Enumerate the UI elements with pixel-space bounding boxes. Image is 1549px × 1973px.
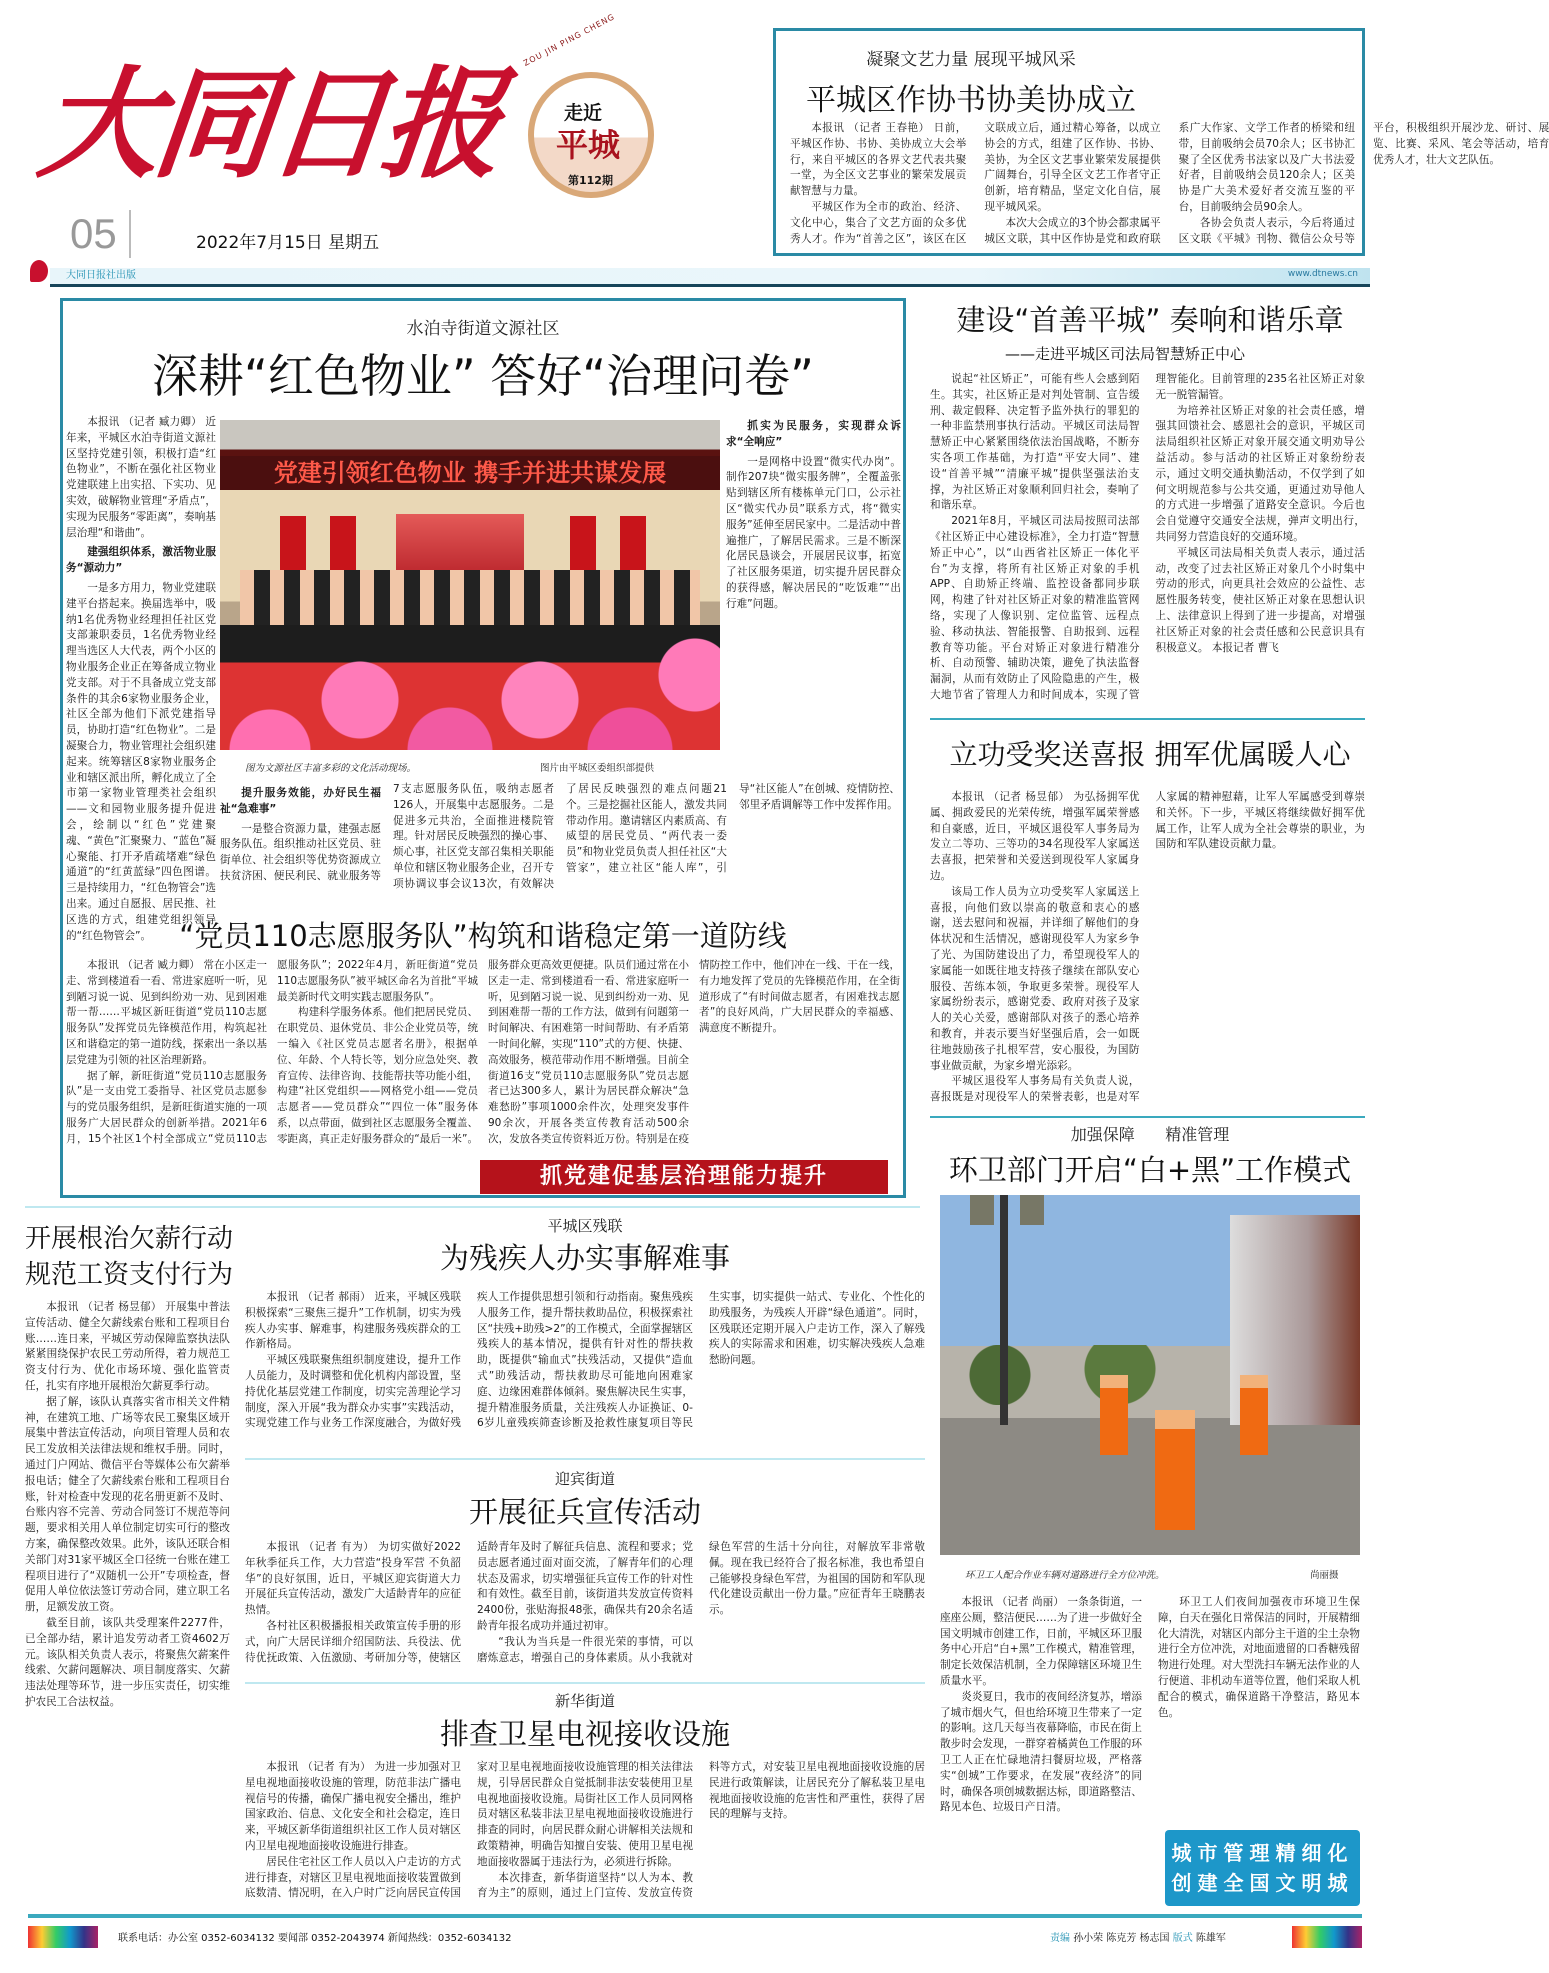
- divider: [245, 1682, 925, 1684]
- main-article-kicker: 水泊寺街道文源社区: [406, 319, 560, 339]
- footer-line: [28, 1914, 1362, 1918]
- section-subheading: 建强组织体系，激活物业服务“源动力”: [66, 546, 216, 575]
- recruit-body: [245, 1540, 925, 1672]
- color-bar: [1292, 1926, 1362, 1948]
- paragraph: 一是网格中设置“微实代办岗”。制作207块“微实服务牌”，全覆盖张贴到辖区所有楼栋单元门口，公示社区“微实代办员”联系方式，将“微实服务”延伸至居民家中。二是活动中普遍推广，了解居民需求。三是不断深化居民恳谈会，开展居民议事，拓宽了社区服务渠道，切实提升居民群众的获得感，解决居民的“吃饭难”“出行难”问题。: [726, 455, 901, 610]
- contact-info: 联系电话：办公室 0352-6034132 要闻部 0352-2043974 新闻热线：0352-6034132: [118, 1933, 512, 1944]
- top-article-headline: 平城区作协书协美协成立: [806, 83, 1136, 118]
- divider: [25, 1206, 920, 1208]
- divider: [245, 1458, 925, 1460]
- civilized-city-slogan: [1165, 1830, 1360, 1906]
- top-article-box: [773, 28, 1549, 256]
- badge-top: 走近: [564, 102, 603, 124]
- paragraph: 各协会负责人表示，今后将通过区文联《平城》刊物、微信公众号等平台，积极组织开展沙龙、研讨、展览、比赛、采风、笔会等活动，培育优秀人才，壮大文艺队伍。: [1178, 122, 1549, 245]
- lamp: [1020, 1195, 1044, 1225]
- paragraph: 据了解，该队认真落实省市相关文件精神，在建筑工地、广场等农民工聚集区域开展集中普法宣传活动，向项目管理人员和农民工发放相关法律法规和维权手册。同时，通过门户网站、微信平台等媒体公布欠薪举报电话；健全了欠薪线索台账和工程项目台账，针对检查中发现的花名册更新不及时、台账内容不完善、劳动合同签订不规范等问题，要求相关用人单位制定切实可行的整改方案，确保整改效果。此外，该队还联合相关部门对31家平城区全口径统一台账在建工程项目进行了“双随机一公开”专项检查，督促用人单位依法签订劳动合同，建立职工名册，足额发放工资。: [25, 1395, 230, 1614]
- editor-label: 责编: [1050, 1933, 1070, 1944]
- sanitation-headline: 环卫部门开启“白+黑”工作模式: [948, 1153, 1352, 1187]
- paragraph: 本报讯 （记者 尚丽） 一条条街道，一座座公厕，整洁便民……为了进一步做好全国文明城市创建工作，日前，平城区环卫服务中心开启“白+黑”工作模式，精准管理，制定长效保洁机制，全力保障辖区环境卫生质量水平。: [940, 1596, 1142, 1687]
- section-subheading: 提升服务效能，办好民生福祉“急难事”: [220, 787, 381, 815]
- top-article-kicker: 凝聚文艺力量 展现平城风采: [866, 50, 1076, 70]
- disabled-kicker: 平城区残联: [547, 1217, 623, 1235]
- military-body: [930, 790, 1365, 1110]
- paragraph: 构建科学服务体系。他们把居民党员、在职党员、退休党员、非公企业党员等，统一编入《社区党员志愿者名册》，根据单位、年龄、个人特长等，划分应急处突、教育宣传、法律咨询、技能帮扶等功能小组，构建“社区党组织——网格党小组——党员志愿者——党员群众”“四位一体”服务体系，以点带面，做到社区志愿服务全覆盖、零距离，真正走好服务群众的“最后一米”。服务群众更高效更便捷。队员们通过常在小区走一走、常到楼道看一看、常进家庭听一听，见到陋习说一说、见到纠纷劝一劝、见到困难帮一帮的工作方法，做到有问题第一时间解决、有困难第一时间帮助、有矛盾第一时间化解，实现“110”式的方便、快捷、高效服务，模范带动作用不断增强。目前全街道16支“党员110志愿服务队”党员志愿者已达300多人，累计为居民群众解决“急难愁盼”事项1000余件次，处理突发事件90余次，开展各类宣传教育活动500余次，发放各类宣传资料近万份。特别是在疫情防控工作中，他们冲在一线、干在一线，有力地发挥了党员的先锋模范作用，在全街道形成了“有时间做志愿者，有困难找志愿者”的良好风尚，广大居民群众的幸福感、满意度不断提升。: [277, 959, 900, 1145]
- paragraph: 居民住宅社区工作人员以入户走访的方式进行排查，对辖区卫星电视地面接收装置做到底数清、情况明，在入户时广泛向居民宣传国家对卫星电视地面接收设施管理的相关法律法规，引导居民群众自觉抵制非法安装使用卫星电视地面接收设施。局街社区工作人员同网格员对辖区私装非法卫星电视地面接收设施进行排查的同时，向居民群众耐心讲解相关法规和政策精神，明确告知擅自安装、使用卫星电视地面接收器属于违法行为，必须进行拆除。: [245, 1761, 693, 1900]
- paragraph: 截至目前，该队共受理案件2277件，已全部办结，累计追发劳动者工资4602万元。该队相关负责人表示，将聚焦欠薪案件线索、欠薪问题解决、项目制度落实、欠薪违法处理等环节，进一步压实责任，切实维护农民工合法权益。: [25, 1616, 230, 1708]
- paragraph: 本报讯 （记者 有为） 为进一步加强对卫星电视地面接收设施的管理，防范非法广播电视信号的传播，确保广播电视安全播出，维护国家政治、信息、文化安全和社会稳定，连日来，平城区新华街道组织社区工作人员对辖区内卫星电视地面接收设施进行排查。: [245, 1761, 461, 1852]
- badge-arc-text: ZOU JIN PING CHENG: [522, 12, 617, 68]
- flame-logo-icon: [30, 260, 48, 282]
- paragraph: 一是多方用力，物业党建联建平台搭起来。换届选举中，吸纳1名优秀物业经理担任社区党支部兼职委员，1名优秀物业经理当选区人大代表，两个小区的物业服务企业正在筹备成立物业党支部。对于不具备成立党支部条件的其余6家物业服务企业，社区全部为他们下派党建指导员，协助打造“红色物业”。二是凝聚合力，物业管理社会组织建起来。统筹辖区8家物业服务企业和辖区派出所，孵化成立了全市第一家物业管理类社会组织——文和园物业服务提升促进会，绘制以“红色”党建聚魂、“黄色”汇聚聚力、“蓝色”凝心聚能、打开矛盾疏堵难“绿色通道”的“红黄蓝绿”四色图谱。三是持续用力，“红色物管会”选出来。通过自愿报、居民推、社区选的方式，组建党组织领导的“红色物管会”。: [66, 581, 216, 942]
- photo-credit: 图片由平城区委组织部提供: [540, 763, 655, 774]
- slogan-line-2: 创建全国文明城: [1171, 1871, 1354, 1895]
- party-building-banner: 抓党建促基层治理能力提升: [480, 1160, 888, 1194]
- top-article-body: [790, 121, 1549, 256]
- pink-fans: [220, 625, 720, 750]
- tv-body: [245, 1760, 925, 1905]
- main-article-body-right: [220, 782, 900, 897]
- paragraph: 本报讯 （记者 杨昱郁） 开展集中普法宣传活动、健全欠薪线索台账和工程项目台账……连日来，平城区劳动保障监察执法队紧紧围绕保护农民工劳动所得，着力规范工资支付行为、优化市场环境、强化监管责任，扎实有序地开展根治欠薪夏季行动。: [25, 1301, 230, 1392]
- paragraph: 据了解，新旺街道“党员110志愿服务队”是一支由党工委指导、社区党员志愿参与的党员服务组织，是新旺街道实施的一项服务广大居民群众的创新举措。2021年6月，15个社区1个村全部成立“党员110志愿服务队”；2022年4月，新旺街道“党员110志愿服务队”被平城区命名为首批“平城最美新时代文明实践志愿服务队”。: [66, 959, 478, 1145]
- paragraph: 本报讯 （记者 臧力卿） 常在小区走一走、常到楼道看一看、常进家庭听一听，见到陋习说一说、见到纠纷劝一劝、见到困难帮一帮……平城区新旺街道“党员110志愿服务队”发挥党员先锋模范作用，构筑起社区和谐稳定的第一道防线，探索出一条以基层党建为引领的社区治理新路。: [66, 959, 267, 1066]
- page-number: 05: [70, 210, 131, 258]
- paragraph: 环卫工人们夜间加强夜市环境卫生保障，白天在强化日常保洁的同时，开展精细化大清洗，对辖区内部分主干道的尘土杂物进行全方位冲洗，对地面遗留的口香糖残留物进行处理。对大型洗扫车辆无法作业的人行便道、非机动车道等位置，他们采取人机配合的模式，确保道路干净整洁，路见本色。: [1158, 1596, 1360, 1719]
- paragraph: 该局工作人员为立功受奖军人家属送上喜报，向他们致以崇高的敬意和衷心的感谢，送去慰问和祝福，并详细了解他们的身体状况和生活情况，感谢现役军人为家乡争了光、为国防建设出了力，希望现役军人的家属能一如既往地支持孩子继续在部队安心服役、苦练本领，争取更多荣誉。现役军人家属纷纷表示，感谢党委、政府对孩子及家人的关心关爱，感谢部队对孩子的悉心培养和教育，并表示要当好坚强后盾，会一如既往地鼓励孩子扎根军营，安心服役，为国防事业做贡献，为家乡增光添彩。: [930, 885, 1140, 1072]
- layout-label: 版式: [1172, 1933, 1193, 1944]
- recruit-kicker: 迎宾街道: [554, 1470, 615, 1488]
- badge-main: 平城: [556, 126, 621, 164]
- paragraph: 本次大会成立的3个协会都隶属平城区文联，其中区作协是党和政府联系广大作家、文学工作者的桥梁和纽带，目前吸纳会员70余人；区书协汇聚了全区优秀书法家以及广大书法爱好者，目前吸纳会员120余人；区美协是广大美术爱好者交流互鉴的平台，目前吸纳会员90余人。: [984, 122, 1355, 245]
- layout-person: 陈雄军: [1195, 1933, 1226, 1944]
- wage-headline-1: 开展根治欠薪行动: [25, 1224, 234, 1254]
- volunteer-body: [66, 958, 900, 1154]
- worker: [1155, 1410, 1195, 1530]
- paragraph: “我认为当兵是一件很光荣的事情，可以磨炼意志，增强自己的身体素质。从小我就对绿色军营的生活十分向往，对解放军非常敬佩。现在我已经符合了报名标准，我也希望自己能够投身绿色军营，为祖国的国防和军队现代化建设贡献出一份力量。”应征青年王晓鹏表示。: [477, 1541, 925, 1664]
- justice-headline: 建设“首善平城” 奏响和谐乐章: [956, 303, 1344, 337]
- paragraph: 平城区退役军人事务局有关负责人说，喜报既是对现役军人的荣誉表彰，也是对军人家属的精神慰藉，让军人军属感受到尊崇和关怀。下一步，平城区将继续做好拥军优属工作，让军人成为全社会尊崇的职业，为国防和军队建设贡献力量。: [930, 791, 1365, 1104]
- paragraph: 炎炎夏日，我市的夜间经济复苏，增添了城市烟火气，但也给环境卫生带来了一定的影响。这几天每当夜幕降临，市民在街上散步时会发现，一群穿着橘黄色工作服的环卫工人正在忙碌地清扫餐厨垃圾，严格落实“创城”工作要求，在发展“夜经济”的同时，确保各项创城数据达标，即道路整洁、路见本色、垃圾日产日清。: [940, 1690, 1142, 1814]
- paragraph: 本报讯 （记者 有为） 为切实做好2022年秋季征兵工作，大力营造“投身军营 不负韶华”的良好氛围，近日，平城区迎宾街道大力开展征兵宣传活动，激发广大适龄青年的应征热情。: [245, 1541, 461, 1617]
- lamp-pole: [1000, 1195, 1008, 1425]
- slogan-line-1: 城市管理精细化: [1171, 1841, 1354, 1865]
- sanitation-caption: 环卫工人配合作业车辆对道路进行全方位冲洗。: [965, 1570, 1165, 1581]
- paragraph: 平城区作为全市的政治、经济、文化中心，集合了文艺方面的众多优秀人才。作为“首善之区”，该区在区文联成立后，通过精心筹备，以成立协会的方式，组建了区作协、书协、美协，为全区文艺事业繁荣发展提供广阔舞台，引导全区文艺工作者守正创新，培育精品，坚定文化自信，展现平城风采。: [790, 122, 1161, 245]
- issue-date: 2022年7月15日 星期五: [196, 233, 380, 253]
- tv-kicker: 新华街道: [554, 1692, 615, 1710]
- paragraph: 本报讯 （记者 郝雨） 近来，平城区残联积极探索“三聚焦三提升”工作机制，切实为残疾人办实事、解难事，构建服务残疾群众的工作新格局。: [245, 1291, 461, 1351]
- paragraph: 说起“社区矫正”，可能有些人会感到陌生。其实，社区矫正是对判处管制、宣告缓刑、裁定假释、决定暂予监外执行的罪犯的一种非监禁刑事执行活动。平城区司法局智慧矫正中心紧紧围绕依法治国战略，不断夯实各项工作基础，为打造“平安大同”、建设“首善平城”“清廉平城”提供坚强法治支撑，为社区矫正对象顺利回归社会，奏响了和谐乐章。: [930, 373, 1140, 512]
- paragraph: 平城区司法局相关负责人表示，通过活动，改变了过去社区矫正对象几个小时集中劳动的形式，向更具社会效应的公益性、志愿性服务转变，使社区矫正对象在思想认识上、法律意识上得到了进一步提高，对增强社区矫正对象的社会责任感和公民意识具有积极意义。 本报记者 曹飞: [1155, 546, 1365, 654]
- main-article-body-left: [66, 415, 216, 942]
- photo-caption: 图为文源社区丰富多彩的文化活动现场。: [245, 763, 417, 774]
- paragraph: 本报讯 （记者 王春艳） 日前，平城区作协、书协、美协成立大会举行，来自平城区的各界文艺代表共聚一堂，为全区文艺事业的繁荣发展贡献智慧与力量。: [790, 122, 967, 198]
- sanitation-body: [940, 1595, 1360, 1823]
- photo-banner-text: 党建引领红色物业 携手并进共谋发展: [220, 456, 720, 490]
- paragraph: 为培养社区矫正对象的社会责任感，增强其回馈社会、感恩社会的意识，平城区司法局组织社区矫正对象开展交通文明劝导公益活动。参与活动的社区矫正对象纷纷表示，通过文明交通执勤活动，不仅学到了如何文明规范参与公共交通，更通过劝导他人的方式进一步增强了道路安全意识。今后也会自觉遵守交通安全法规，弹声文明出行，共同努力营造良好的交通环境。: [1155, 404, 1365, 543]
- newspaper-logo: 大同日报: [32, 54, 504, 195]
- main-article-headline: 深耕“红色物业” 答好“治理问卷”: [152, 349, 814, 403]
- paragraph: 各村社区积极播报相关政策宣传手册的形式，向广大居民详细介绍国防法、兵役法、优待优抚政策、入伍激励、考研加分等，使辖区适龄青年及时了解征兵信息、流程和要求；党员志愿者通过面对面交流，了解青年们的心理状态及需求，切实增强征兵宣传工作的针对性和有效性。截至目前，该街道共发放宣传资料2400份，张贴海报48张，确保共有20余名适龄青年报名成功并通过初审。: [245, 1541, 693, 1664]
- paragraph: 本报讯 （记者 臧力卿） 近年来，平城区水泊寺街道文源社区坚持党建引领，积极打造“红色物业”，不断在强化社区物业党建联建上出实招、下实功、见实效，破解物业管理“矛盾点”，实现为民服务“零距离”，奏响基层治理“和谐曲”。: [66, 416, 216, 539]
- paragraph: 2021年8月，平城区司法局按照司法部《社区矫正中心建设标准》，全力打造“智慧矫正中心”，以“山西省社区矫正一体化平台”为支撑，将所有社区矫正对象的手机APP、自助矫正终端、监控设备都同步联网，构建了针对社区矫正对象的精准监管网络，实现了人像识别、定位监管、远程点验、移动执法、智能报警、自助报到、远程教育等功能。平台对矫正对象进行精准分析、自动预警、辅助决策，避免了执法监督漏洞，从而有效防止了风险隐患的产生，极大地节省了管理人力和时间成本，实现了管理智能化。目前管理的235名社区矫正对象无一脱管漏管。: [930, 373, 1365, 701]
- wage-headline-2: 规范工资支付行为: [25, 1260, 234, 1290]
- paragraph: 平城区残联聚焦组织制度建设，提升工作人员能力，及时调整和优化机构内部设置，坚持优化基层党建工作制度，切实完善理论学习制度，深入开展“我为群众办实事”实践活动，实现党建工作与业务工作深度融合，为做好残疾人工作提供思想引领和行动指南。聚焦残疾人服务工作，提升帮扶救助品位，积极探索社区“扶残+助残>2”的工作模式，全面掌握辖区残疾人的基本情况，提供有针对性的帮扶救助，既提供“输血式”扶残活动，又提供“造血式”助残活动，帮扶救助尽可能地向困难家庭、边缘困难群体倾斜。聚焦解决民生实事，提升精准服务质量，关注残疾人办证换证、0-6岁儿童残疾筛查诊断及抢救性康复项目等民生实事，切实提供一站式、专业化、个性化的助残服务，为残疾人开辟“绿色通道”。同时，区残联还定期开展入户走访工作，深入了解残疾人的实际需求和困难，切实解决残疾人急难愁盼问题。: [245, 1291, 925, 1430]
- badge-issue: 第112期: [568, 174, 613, 187]
- publisher: 大同日报社出版: [66, 270, 136, 281]
- worker: [1240, 1375, 1268, 1455]
- main-article-body-top-right: [726, 415, 901, 775]
- justice-subtitle: ——走进平城区司法局智慧矫正中心: [1005, 345, 1246, 363]
- recruit-headline: 开展征兵宣传活动: [468, 1495, 701, 1529]
- military-headline: 立功受奖送喜报 拥军优属暖人心: [949, 738, 1351, 771]
- section-subheading: 抓实为民服务，实现群众诉求“全响应”: [726, 420, 901, 448]
- sanitation-photo: [940, 1195, 1360, 1555]
- disabled-body: [245, 1290, 925, 1445]
- editor-credits: [1050, 1929, 1226, 1944]
- wage-body: [25, 1300, 230, 1905]
- disabled-headline: 为残疾人办实事解难事: [439, 1241, 730, 1275]
- paragraph: 本报讯 （记者 杨昱郁） 为弘扬拥军优属、拥政爱民的光荣传统，增强军属荣誉感和自豪感，近日，平城区退役军人事务局为发立二等功、三等功的34名现役军人家属送去喜报，把荣誉和关爱送到现役军人家属身边。: [930, 791, 1140, 882]
- divider: [930, 1116, 1365, 1118]
- sanitation-kicker: 加强保障 精准管理: [1070, 1125, 1230, 1144]
- column-badge: [522, 12, 656, 208]
- community-event-photo: [220, 420, 720, 750]
- website-link[interactable]: www.dtnews.cn: [1287, 269, 1358, 279]
- worker: [1100, 1375, 1128, 1455]
- lamp: [970, 1195, 994, 1225]
- justice-body: [930, 372, 1365, 712]
- paragraph: 本次排查，新华街道坚持“以人为本、教育为主”的原则，通过上门宣传、发放宣传资料等方式，对安装卫星电视地面接收设施的居民进行政策解读，让居民充分了解私装卫星电视地面接收设施的危害性和严重性，获得了居民的理解与支持。: [477, 1761, 925, 1900]
- divider: [930, 718, 1365, 720]
- tv-headline: 排查卫星电视接收设施: [439, 1717, 730, 1751]
- editors: 孙小荣 陈克芳 杨志国: [1073, 1933, 1170, 1944]
- color-bar: [28, 1926, 98, 1948]
- paragraph: 一是整合资源力量，建强志愿服务队伍。组织推动社区党员、驻街单位、社会组织等优势资源成立扶贫济困、便民利民、就业服务等7支志愿服务队伍，吸纳志愿者126人，开展集中志愿服务。二是促进多元共治，全面推进楼院管理。针对居民反映强烈的操心事、烦心事，社区党支部召集相关职能单位和辖区物业服务企业，召开专项协调议事会议13次，有效解决了居民反映强烈的难点问题21个。三是挖掘社区能人，激发共同带动作用。邀请辖区内素质高、有威望的居民党员、“两代表一委员”和物业党员负责人担任社区“大管家”，建立社区“能人库”，引导“社区能人”在创城、疫情防控、邻里矛盾调解等工作中发挥作用。: [220, 783, 900, 890]
- publisher-strip: [50, 268, 1370, 284]
- trees: [940, 1345, 1240, 1405]
- volunteer-headline: “党员110志愿服务队”构筑和谐稳定第一道防线: [179, 919, 787, 953]
- sanitation-credit: 尚丽摄: [1310, 1570, 1339, 1581]
- divider: [50, 284, 1370, 287]
